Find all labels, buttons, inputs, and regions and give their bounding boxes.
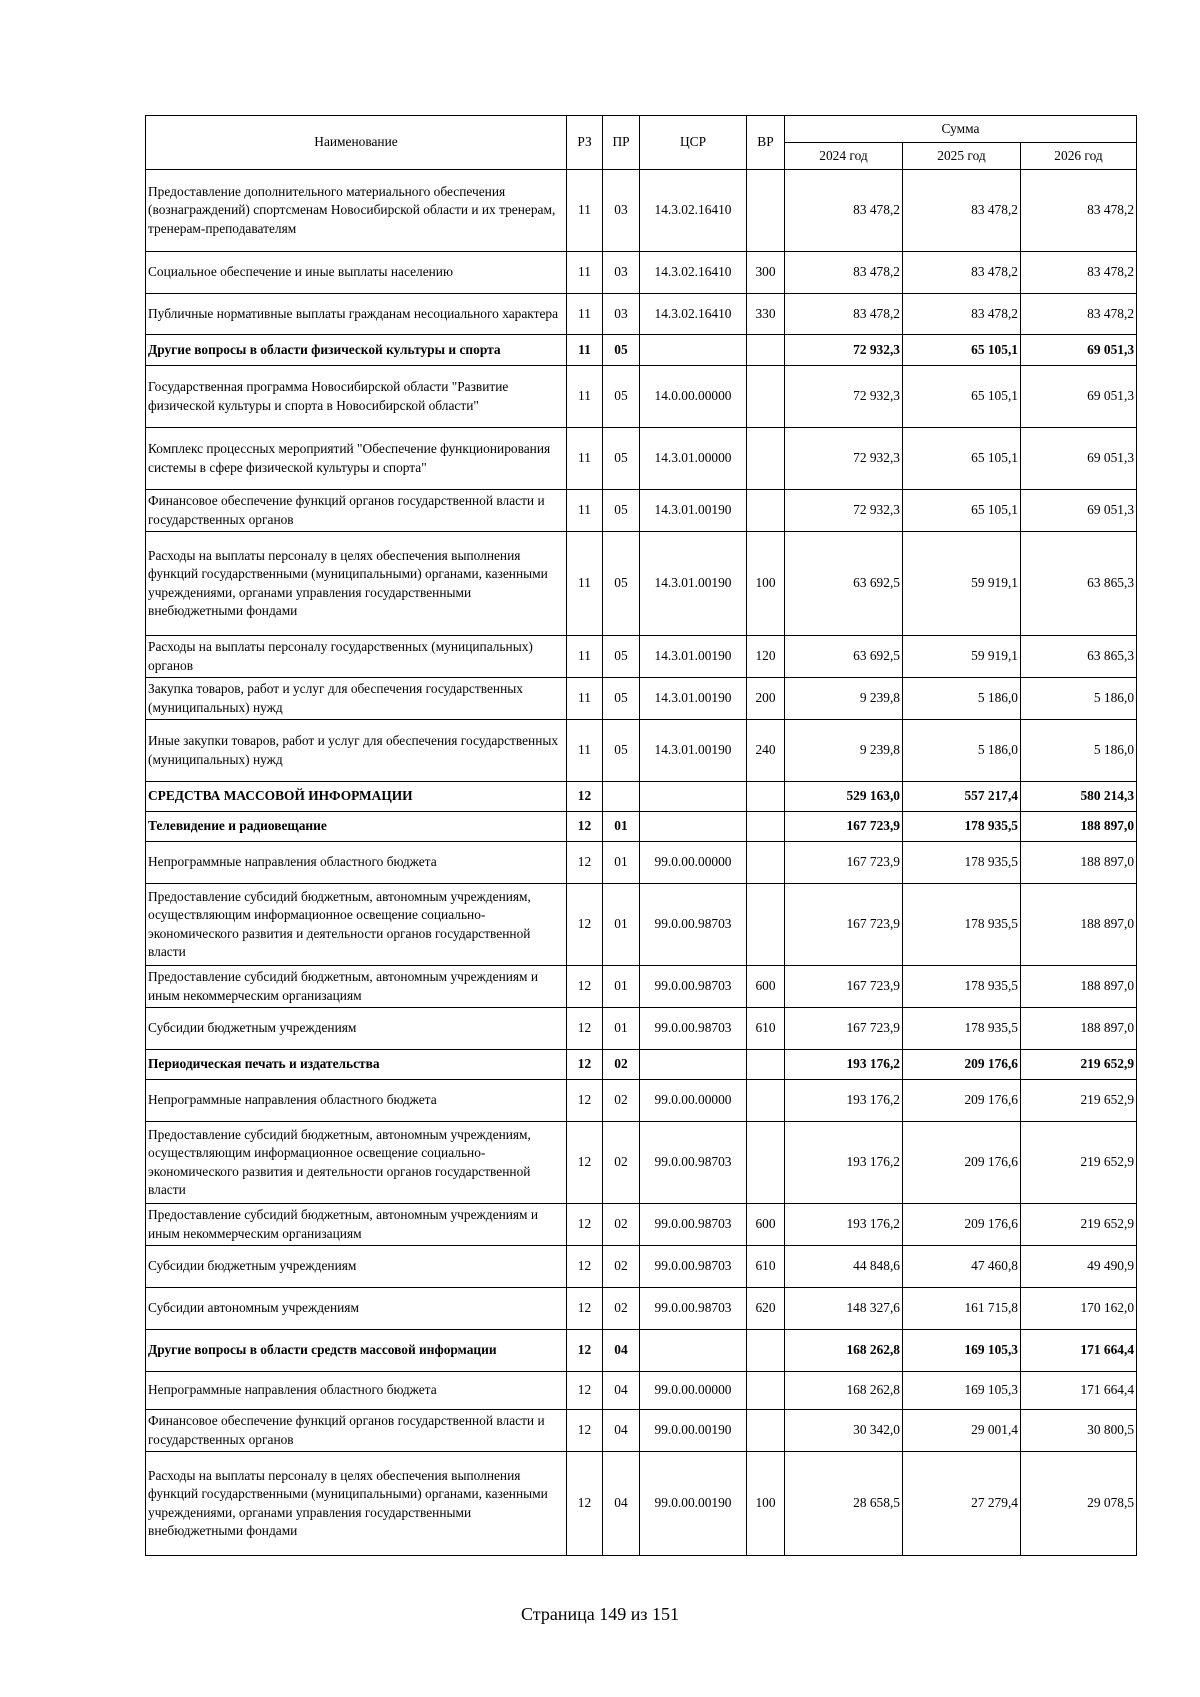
cell-vr: [747, 1330, 785, 1372]
cell-2026: 188 897,0: [1021, 1008, 1137, 1050]
cell-csr: 99.0.00.98703: [640, 1288, 747, 1330]
table-row: [146, 294, 1137, 335]
cell-vr: 100: [747, 1452, 785, 1556]
cell-rz: 12: [567, 812, 603, 842]
cell-pr: 05: [603, 366, 640, 428]
cell-2026: 63 865,3: [1021, 636, 1137, 678]
cell-rz: 12: [567, 1452, 603, 1556]
cell-2026: 171 664,4: [1021, 1372, 1137, 1410]
cell-vr: [747, 1050, 785, 1080]
cell-vr: [747, 1080, 785, 1122]
cell-2024: 168 262,8: [785, 1330, 903, 1372]
cell-rz: 12: [567, 842, 603, 884]
cell-csr: [640, 782, 747, 812]
cell-csr: 99.0.00.98703: [640, 966, 747, 1008]
cell-name: Субсидии автономным учреждениям: [146, 1288, 567, 1330]
table-row: [146, 1410, 1137, 1452]
cell-2025: 178 935,5: [903, 1008, 1021, 1050]
cell-2026: 83 478,2: [1021, 294, 1137, 335]
cell-2024: 63 692,5: [785, 636, 903, 678]
cell-2024: 529 163,0: [785, 782, 903, 812]
cell-pr: 02: [603, 1080, 640, 1122]
cell-2026: 5 186,0: [1021, 678, 1137, 720]
header-name: Наименование: [146, 116, 567, 170]
cell-pr: [603, 782, 640, 812]
budget-table: [145, 115, 1137, 1556]
cell-pr: 05: [603, 428, 640, 490]
cell-2025: 83 478,2: [903, 252, 1021, 294]
cell-vr: [747, 335, 785, 366]
cell-csr: [640, 335, 747, 366]
table-row: [146, 490, 1137, 532]
table-row: [146, 1008, 1137, 1050]
cell-csr: [640, 1050, 747, 1080]
cell-2024: 72 932,3: [785, 335, 903, 366]
cell-vr: 610: [747, 1246, 785, 1288]
cell-name: Расходы на выплаты персоналу государственных (муниципальных) органов: [146, 636, 567, 678]
cell-rz: 12: [567, 1372, 603, 1410]
cell-csr: 99.0.00.00190: [640, 1452, 747, 1556]
cell-2026: 219 652,9: [1021, 1050, 1137, 1080]
cell-vr: [747, 1410, 785, 1452]
cell-name: Предоставление субсидий бюджетным, автономным учреждениям и иным некоммерческим организациям: [146, 966, 567, 1008]
cell-rz: 12: [567, 782, 603, 812]
cell-2026: 188 897,0: [1021, 812, 1137, 842]
cell-2025: 29 001,4: [903, 1410, 1021, 1452]
cell-csr: 14.3.01.00190: [640, 678, 747, 720]
cell-name: Предоставление субсидий бюджетным, автономным учреждениям, осуществляющим информационное освещение социально-экономического развития и деятельности органов государственной власти: [146, 1122, 567, 1204]
cell-2025: 5 186,0: [903, 678, 1021, 720]
cell-csr: [640, 1330, 747, 1372]
cell-vr: [747, 170, 785, 252]
cell-rz: 12: [567, 966, 603, 1008]
cell-csr: 14.3.01.00190: [640, 720, 747, 782]
cell-name: Расходы на выплаты персоналу в целях обеспечения выполнения функций государственными (муниципальными) органами, казенными учреждениями, органами управления государственными внебюджетными фондами: [146, 532, 567, 636]
cell-vr: 600: [747, 1204, 785, 1246]
cell-name: Периодическая печать и издательства: [146, 1050, 567, 1080]
cell-name: Субсидии бюджетным учреждениям: [146, 1008, 567, 1050]
table-row: [146, 842, 1137, 884]
cell-2024: 167 723,9: [785, 842, 903, 884]
cell-2025: 209 176,6: [903, 1080, 1021, 1122]
cell-pr: 05: [603, 720, 640, 782]
cell-pr: 04: [603, 1452, 640, 1556]
cell-pr: 01: [603, 966, 640, 1008]
cell-2025: 65 105,1: [903, 335, 1021, 366]
table-row: [146, 1204, 1137, 1246]
cell-vr: [747, 366, 785, 428]
cell-2025: 65 105,1: [903, 366, 1021, 428]
cell-csr: 99.0.00.98703: [640, 1122, 747, 1204]
cell-2024: 193 176,2: [785, 1204, 903, 1246]
cell-rz: 12: [567, 884, 603, 966]
cell-2024: 148 327,6: [785, 1288, 903, 1330]
cell-vr: 610: [747, 1008, 785, 1050]
table-body: [146, 170, 1137, 1556]
cell-csr: 14.3.01.00190: [640, 490, 747, 532]
cell-2024: 167 723,9: [785, 884, 903, 966]
cell-2025: 47 460,8: [903, 1246, 1021, 1288]
cell-name: Другие вопросы в области физической культуры и спорта: [146, 335, 567, 366]
cell-rz: 11: [567, 678, 603, 720]
cell-vr: [747, 1122, 785, 1204]
cell-rz: 12: [567, 1008, 603, 1050]
cell-pr: 02: [603, 1050, 640, 1080]
table-row: [146, 812, 1137, 842]
cell-vr: 620: [747, 1288, 785, 1330]
cell-name: Финансовое обеспечение функций органов государственной власти и государственных органов: [146, 490, 567, 532]
cell-rz: 12: [567, 1330, 603, 1372]
cell-rz: 12: [567, 1080, 603, 1122]
table-row: [146, 170, 1137, 252]
cell-rz: 11: [567, 428, 603, 490]
cell-2025: 169 105,3: [903, 1330, 1021, 1372]
cell-2025: 59 919,1: [903, 636, 1021, 678]
cell-csr: 99.0.00.00000: [640, 1080, 747, 1122]
cell-csr: 14.3.02.16410: [640, 294, 747, 335]
table-row: [146, 1288, 1137, 1330]
cell-rz: 12: [567, 1122, 603, 1204]
cell-rz: 11: [567, 170, 603, 252]
cell-csr: 14.3.01.00000: [640, 428, 747, 490]
cell-name: СРЕДСТВА МАССОВОЙ ИНФОРМАЦИИ: [146, 782, 567, 812]
cell-rz: 12: [567, 1050, 603, 1080]
cell-vr: [747, 812, 785, 842]
cell-pr: 01: [603, 1008, 640, 1050]
cell-2026: 83 478,2: [1021, 170, 1137, 252]
table-row: [146, 678, 1137, 720]
header-year-2026: 2026 год: [1021, 143, 1137, 170]
cell-2024: 9 239,8: [785, 678, 903, 720]
cell-vr: 600: [747, 966, 785, 1008]
table-row: [146, 335, 1137, 366]
cell-2024: 28 658,5: [785, 1452, 903, 1556]
cell-name: Предоставление субсидий бюджетным, автономным учреждениям и иным некоммерческим организациям: [146, 1204, 567, 1246]
cell-pr: 01: [603, 884, 640, 966]
cell-pr: 05: [603, 678, 640, 720]
cell-2024: 83 478,2: [785, 294, 903, 335]
cell-name: Предоставление дополнительного материального обеспечения (вознаграждений) спортсменам Новосибирской области и их тренерам, тренерам-преподавателям: [146, 170, 567, 252]
cell-2024: 83 478,2: [785, 252, 903, 294]
cell-2024: 72 932,3: [785, 490, 903, 532]
cell-2024: 193 176,2: [785, 1080, 903, 1122]
cell-csr: 14.3.01.00190: [640, 636, 747, 678]
cell-name: Телевидение и радиовещание: [146, 812, 567, 842]
cell-2026: 69 051,3: [1021, 335, 1137, 366]
cell-2025: 83 478,2: [903, 294, 1021, 335]
cell-csr: 14.0.00.00000: [640, 366, 747, 428]
cell-2026: 188 897,0: [1021, 842, 1137, 884]
cell-2025: 209 176,6: [903, 1122, 1021, 1204]
cell-csr: 99.0.00.98703: [640, 884, 747, 966]
cell-rz: 11: [567, 335, 603, 366]
header-rz: РЗ: [567, 116, 603, 170]
cell-2025: 178 935,5: [903, 842, 1021, 884]
cell-name: Иные закупки товаров, работ и услуг для обеспечения государственных (муниципальных) нужд: [146, 720, 567, 782]
cell-2025: 65 105,1: [903, 428, 1021, 490]
cell-name: Другие вопросы в области средств массовой информации: [146, 1330, 567, 1372]
cell-csr: 14.3.01.00190: [640, 532, 747, 636]
cell-pr: 05: [603, 532, 640, 636]
cell-csr: 99.0.00.00000: [640, 1372, 747, 1410]
cell-2026: 69 051,3: [1021, 366, 1137, 428]
cell-pr: 04: [603, 1410, 640, 1452]
cell-vr: [747, 428, 785, 490]
cell-rz: 11: [567, 252, 603, 294]
table-row: [146, 1050, 1137, 1080]
cell-rz: 11: [567, 636, 603, 678]
cell-2026: 5 186,0: [1021, 720, 1137, 782]
table-row: [146, 1122, 1137, 1204]
cell-csr: 99.0.00.98703: [640, 1204, 747, 1246]
cell-vr: [747, 842, 785, 884]
cell-2025: 178 935,5: [903, 884, 1021, 966]
cell-pr: 01: [603, 842, 640, 884]
table-row: [146, 1452, 1137, 1556]
cell-2024: 168 262,8: [785, 1372, 903, 1410]
cell-name: Государственная программа Новосибирской области "Развитие физической культуры и спорта в Новосибирской области": [146, 366, 567, 428]
cell-csr: 99.0.00.98703: [640, 1246, 747, 1288]
table-row: [146, 532, 1137, 636]
cell-pr: 02: [603, 1122, 640, 1204]
cell-2026: 69 051,3: [1021, 428, 1137, 490]
cell-2024: 193 176,2: [785, 1122, 903, 1204]
cell-csr: [640, 812, 747, 842]
cell-2025: 59 919,1: [903, 532, 1021, 636]
cell-2025: 83 478,2: [903, 170, 1021, 252]
table-row: [146, 884, 1137, 966]
cell-2026: 188 897,0: [1021, 884, 1137, 966]
table-row: [146, 1080, 1137, 1122]
cell-csr: 99.0.00.98703: [640, 1008, 747, 1050]
cell-2025: 27 279,4: [903, 1452, 1021, 1556]
cell-2024: 167 723,9: [785, 812, 903, 842]
table-row: [146, 252, 1137, 294]
table-row: [146, 636, 1137, 678]
cell-2025: 209 176,6: [903, 1204, 1021, 1246]
cell-2026: 219 652,9: [1021, 1122, 1137, 1204]
cell-2026: 63 865,3: [1021, 532, 1137, 636]
header-sum: Сумма: [785, 116, 1137, 143]
cell-2025: 178 935,5: [903, 812, 1021, 842]
cell-vr: 300: [747, 252, 785, 294]
cell-2024: 167 723,9: [785, 966, 903, 1008]
cell-2026: 69 051,3: [1021, 490, 1137, 532]
cell-pr: 01: [603, 812, 640, 842]
cell-vr: [747, 1372, 785, 1410]
header-year-2024: 2024 год: [785, 143, 903, 170]
cell-2025: 161 715,8: [903, 1288, 1021, 1330]
cell-vr: [747, 782, 785, 812]
page-footer: Страница 149 из 151: [521, 1604, 679, 1624]
cell-2025: 178 935,5: [903, 966, 1021, 1008]
cell-pr: 02: [603, 1288, 640, 1330]
cell-2024: 193 176,2: [785, 1050, 903, 1080]
cell-vr: 120: [747, 636, 785, 678]
cell-pr: 05: [603, 490, 640, 532]
header-vr: ВР: [747, 116, 785, 170]
cell-csr: 14.3.02.16410: [640, 252, 747, 294]
table-header: [146, 116, 1137, 170]
cell-2026: 580 214,3: [1021, 782, 1137, 812]
cell-2026: 170 162,0: [1021, 1288, 1137, 1330]
cell-name: Социальное обеспечение и иные выплаты населению: [146, 252, 567, 294]
cell-2026: 171 664,4: [1021, 1330, 1137, 1372]
header-year-2025: 2025 год: [903, 143, 1021, 170]
cell-rz: 11: [567, 294, 603, 335]
cell-2026: 188 897,0: [1021, 966, 1137, 1008]
cell-2024: 9 239,8: [785, 720, 903, 782]
cell-rz: 12: [567, 1410, 603, 1452]
cell-rz: 12: [567, 1204, 603, 1246]
table-row: [146, 1372, 1137, 1410]
cell-name: Субсидии бюджетным учреждениям: [146, 1246, 567, 1288]
cell-name: Непрограммные направления областного бюджета: [146, 842, 567, 884]
cell-csr: 14.3.02.16410: [640, 170, 747, 252]
cell-pr: 03: [603, 170, 640, 252]
cell-vr: [747, 490, 785, 532]
cell-name: Расходы на выплаты персоналу в целях обеспечения выполнения функций государственными (муниципальными) органами, казенными учреждениями, органами управления государственными внебюджетными фондами: [146, 1452, 567, 1556]
cell-2025: 5 186,0: [903, 720, 1021, 782]
cell-vr: 330: [747, 294, 785, 335]
cell-pr: 05: [603, 335, 640, 366]
cell-pr: 05: [603, 636, 640, 678]
cell-rz: 11: [567, 490, 603, 532]
cell-2024: 30 342,0: [785, 1410, 903, 1452]
cell-name: Публичные нормативные выплаты гражданам несоциального характера: [146, 294, 567, 335]
table-row: [146, 1246, 1137, 1288]
cell-2024: 63 692,5: [785, 532, 903, 636]
table-row: [146, 720, 1137, 782]
cell-rz: 11: [567, 720, 603, 782]
cell-name: Предоставление субсидий бюджетным, автономным учреждениям, осуществляющим информационное освещение социально-экономического развития и деятельности органов государственной власти: [146, 884, 567, 966]
cell-2024: 72 932,3: [785, 428, 903, 490]
cell-2025: 209 176,6: [903, 1050, 1021, 1080]
table-row: [146, 366, 1137, 428]
cell-rz: 11: [567, 532, 603, 636]
table-row: [146, 1330, 1137, 1372]
cell-rz: 12: [567, 1246, 603, 1288]
cell-rz: 12: [567, 1288, 603, 1330]
cell-name: Комплекс процессных мероприятий "Обеспечение функционирования системы в сфере физической культуры и спорта": [146, 428, 567, 490]
cell-pr: 02: [603, 1246, 640, 1288]
header-pr: ПР: [603, 116, 640, 170]
cell-2026: 219 652,9: [1021, 1204, 1137, 1246]
cell-2026: 83 478,2: [1021, 252, 1137, 294]
cell-pr: 03: [603, 252, 640, 294]
cell-2026: 30 800,5: [1021, 1410, 1137, 1452]
cell-2025: 65 105,1: [903, 490, 1021, 532]
cell-name: Финансовое обеспечение функций органов государственной власти и государственных органов: [146, 1410, 567, 1452]
cell-2024: 72 932,3: [785, 366, 903, 428]
cell-rz: 11: [567, 366, 603, 428]
header-csr: ЦСР: [640, 116, 747, 170]
cell-2026: 49 490,9: [1021, 1246, 1137, 1288]
cell-name: Непрограммные направления областного бюджета: [146, 1372, 567, 1410]
table-row: [146, 966, 1137, 1008]
cell-csr: 99.0.00.00190: [640, 1410, 747, 1452]
table-row: [146, 428, 1137, 490]
cell-vr: 200: [747, 678, 785, 720]
cell-2026: 219 652,9: [1021, 1080, 1137, 1122]
cell-pr: 04: [603, 1330, 640, 1372]
cell-vr: 240: [747, 720, 785, 782]
cell-2025: 557 217,4: [903, 782, 1021, 812]
cell-pr: 04: [603, 1372, 640, 1410]
cell-vr: [747, 884, 785, 966]
table-row: [146, 782, 1137, 812]
cell-pr: 02: [603, 1204, 640, 1246]
cell-2026: 29 078,5: [1021, 1452, 1137, 1556]
cell-2024: 83 478,2: [785, 170, 903, 252]
cell-2024: 167 723,9: [785, 1008, 903, 1050]
cell-name: Закупка товаров, работ и услуг для обеспечения государственных (муниципальных) нужд: [146, 678, 567, 720]
cell-2025: 169 105,3: [903, 1372, 1021, 1410]
cell-name: Непрограммные направления областного бюджета: [146, 1080, 567, 1122]
cell-csr: 99.0.00.00000: [640, 842, 747, 884]
cell-vr: 100: [747, 532, 785, 636]
cell-2024: 44 848,6: [785, 1246, 903, 1288]
cell-pr: 03: [603, 294, 640, 335]
